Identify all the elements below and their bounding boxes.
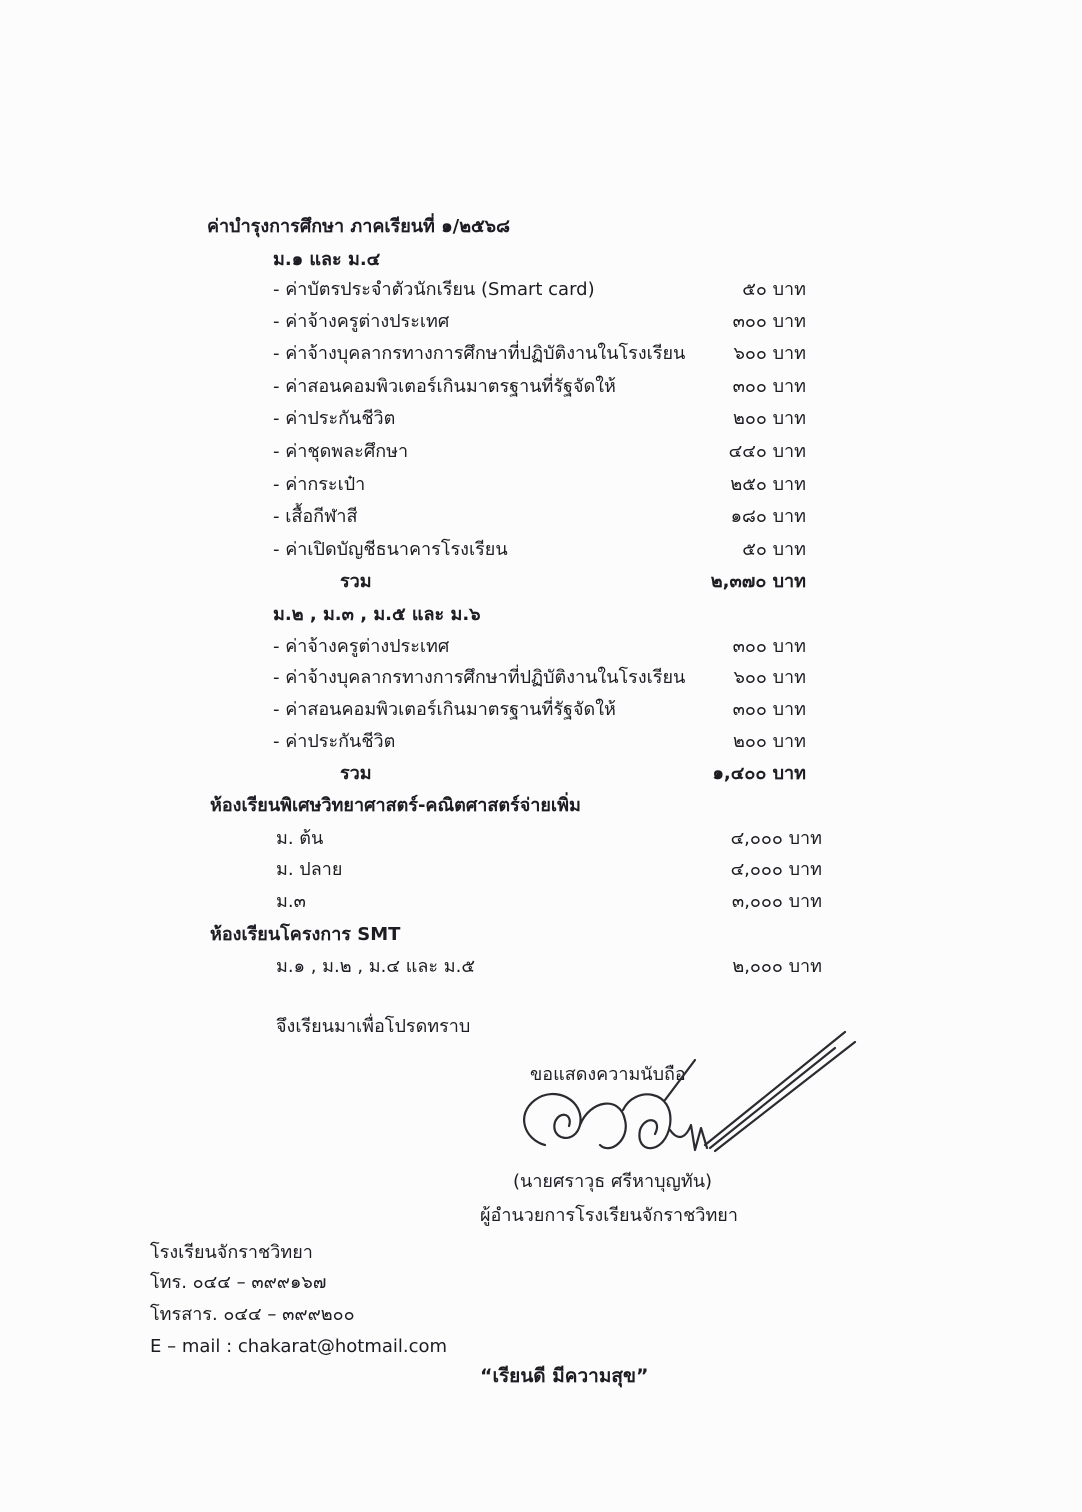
fee-item-amount: ๒๐๐ บาท bbox=[733, 408, 806, 429]
fee-item-amount: ๕๐ บาท bbox=[742, 539, 806, 560]
fee-item-label: - ค่าจ้างบุคลากรทางการศึกษาที่ปฏิบัติงานในโรงเรียน bbox=[273, 343, 686, 364]
special-item-amount: ๔,๐๐๐ บาท bbox=[730, 828, 822, 849]
fee-item-amount: ๓๐๐ บาท bbox=[732, 699, 806, 720]
fee-item-label: - ค่าสอนคอมพิวเตอร์เกินมาตรฐานที่รัฐจัดให้ bbox=[273, 376, 616, 397]
fee-item-amount: ๓๐๐ บาท bbox=[732, 376, 806, 397]
fee-item-label: - ค่าสอนคอมพิวเตอร์เกินมาตรฐานที่รัฐจัดให้ bbox=[273, 699, 616, 720]
fees-title: ค่าบำรุงการศึกษา ภาคเรียนที่ ๑/๒๕๖๘ bbox=[207, 216, 510, 237]
special-item-label: ม. ต้น bbox=[276, 828, 324, 849]
fee-item-amount: ๔๔๐ บาท bbox=[728, 441, 806, 462]
fee-item-amount: ๖๐๐ บาท bbox=[733, 667, 806, 688]
smt-item-label: ม.๑ , ม.๒ , ม.๔ และ ม.๕ bbox=[276, 956, 475, 977]
special-class-heading: ห้องเรียนพิเศษวิทยาศาสตร์-คณิตศาสตร์จ่ายเพิ่ม bbox=[210, 795, 581, 816]
fee-item-amount: ๒๐๐ บาท bbox=[733, 731, 806, 752]
fee-item-amount: ๒๕๐ บาท bbox=[730, 474, 806, 495]
email-address: E – mail : chakarat@hotmail.com bbox=[150, 1336, 448, 1357]
school-motto: “เรียนดี มีความสุข” bbox=[480, 1365, 649, 1387]
special-item-amount: ๔,๐๐๐ บาท bbox=[730, 859, 822, 880]
fee-item-amount: ๑๘๐ บาท bbox=[730, 506, 806, 527]
fee-item-label: - ค่าประกันชีวิต bbox=[273, 731, 396, 752]
group1-total-label: รวม bbox=[340, 571, 372, 592]
special-item-label: ม.๓ bbox=[276, 891, 306, 912]
group1-heading: ม.๑ และ ม.๔ bbox=[273, 249, 381, 270]
fee-item-amount: ๖๐๐ บาท bbox=[733, 343, 806, 364]
special-item-label: ม. ปลาย bbox=[276, 859, 343, 880]
signer-name: (นายศราวุธ ศรีหาบุญทัน) bbox=[513, 1171, 713, 1192]
signer-position: ผู้อำนวยการโรงเรียนจักราชวิทยา bbox=[480, 1205, 738, 1226]
group1-total-amount: ๒,๓๗๐ บาท bbox=[710, 571, 806, 592]
fee-item-label: - ค่ากระเป๋า bbox=[273, 474, 366, 495]
closing-statement: จึงเรียนมาเพื่อโปรดทราบ bbox=[276, 1016, 471, 1037]
fee-item-amount: ๓๐๐ บาท bbox=[732, 636, 806, 657]
fee-item-label: - ค่าจ้างบุคลากรทางการศึกษาที่ปฏิบัติงานในโรงเรียน bbox=[273, 667, 686, 688]
fee-item-label: - ค่าบัตรประจำตัวนักเรียน (Smart card) bbox=[273, 279, 595, 300]
fee-item-label: - ค่าจ้างครูต่างประเทศ bbox=[273, 311, 450, 332]
fee-item-label: - ค่าชุดพละศึกษา bbox=[273, 441, 409, 462]
fee-item-label: - เสื้อกีฬาสี bbox=[273, 506, 358, 527]
smt-item-amount: ๒,๐๐๐ บาท bbox=[732, 956, 822, 977]
fee-item-amount: ๕๐ บาท bbox=[742, 279, 806, 300]
fee-item-amount: ๓๐๐ บาท bbox=[732, 311, 806, 332]
group2-total-amount: ๑,๔๐๐ บาท bbox=[712, 763, 806, 784]
fee-item-label: - ค่าเปิดบัญชีธนาคารโรงเรียน bbox=[273, 539, 508, 560]
school-name: โรงเรียนจักราชวิทยา bbox=[150, 1242, 313, 1263]
fax-number: โทรสาร. ๐๔๔ – ๓๙๙๒๐๐ bbox=[150, 1304, 355, 1325]
smt-heading: ห้องเรียนโครงการ SMT bbox=[210, 924, 401, 945]
fee-item-label: - ค่าประกันชีวิต bbox=[273, 408, 396, 429]
regards-text: ขอแสดงความนับถือ bbox=[530, 1064, 686, 1085]
signature-image bbox=[505, 1030, 865, 1180]
group2-total-label: รวม bbox=[340, 763, 372, 784]
special-item-amount: ๓,๐๐๐ บาท bbox=[731, 891, 822, 912]
phone-number: โทร. ๐๔๔ – ๓๙๙๑๖๗ bbox=[150, 1272, 327, 1293]
fee-item-label: - ค่าจ้างครูต่างประเทศ bbox=[273, 636, 450, 657]
group2-heading: ม.๒ , ม.๓ , ม.๕ และ ม.๖ bbox=[273, 604, 481, 625]
